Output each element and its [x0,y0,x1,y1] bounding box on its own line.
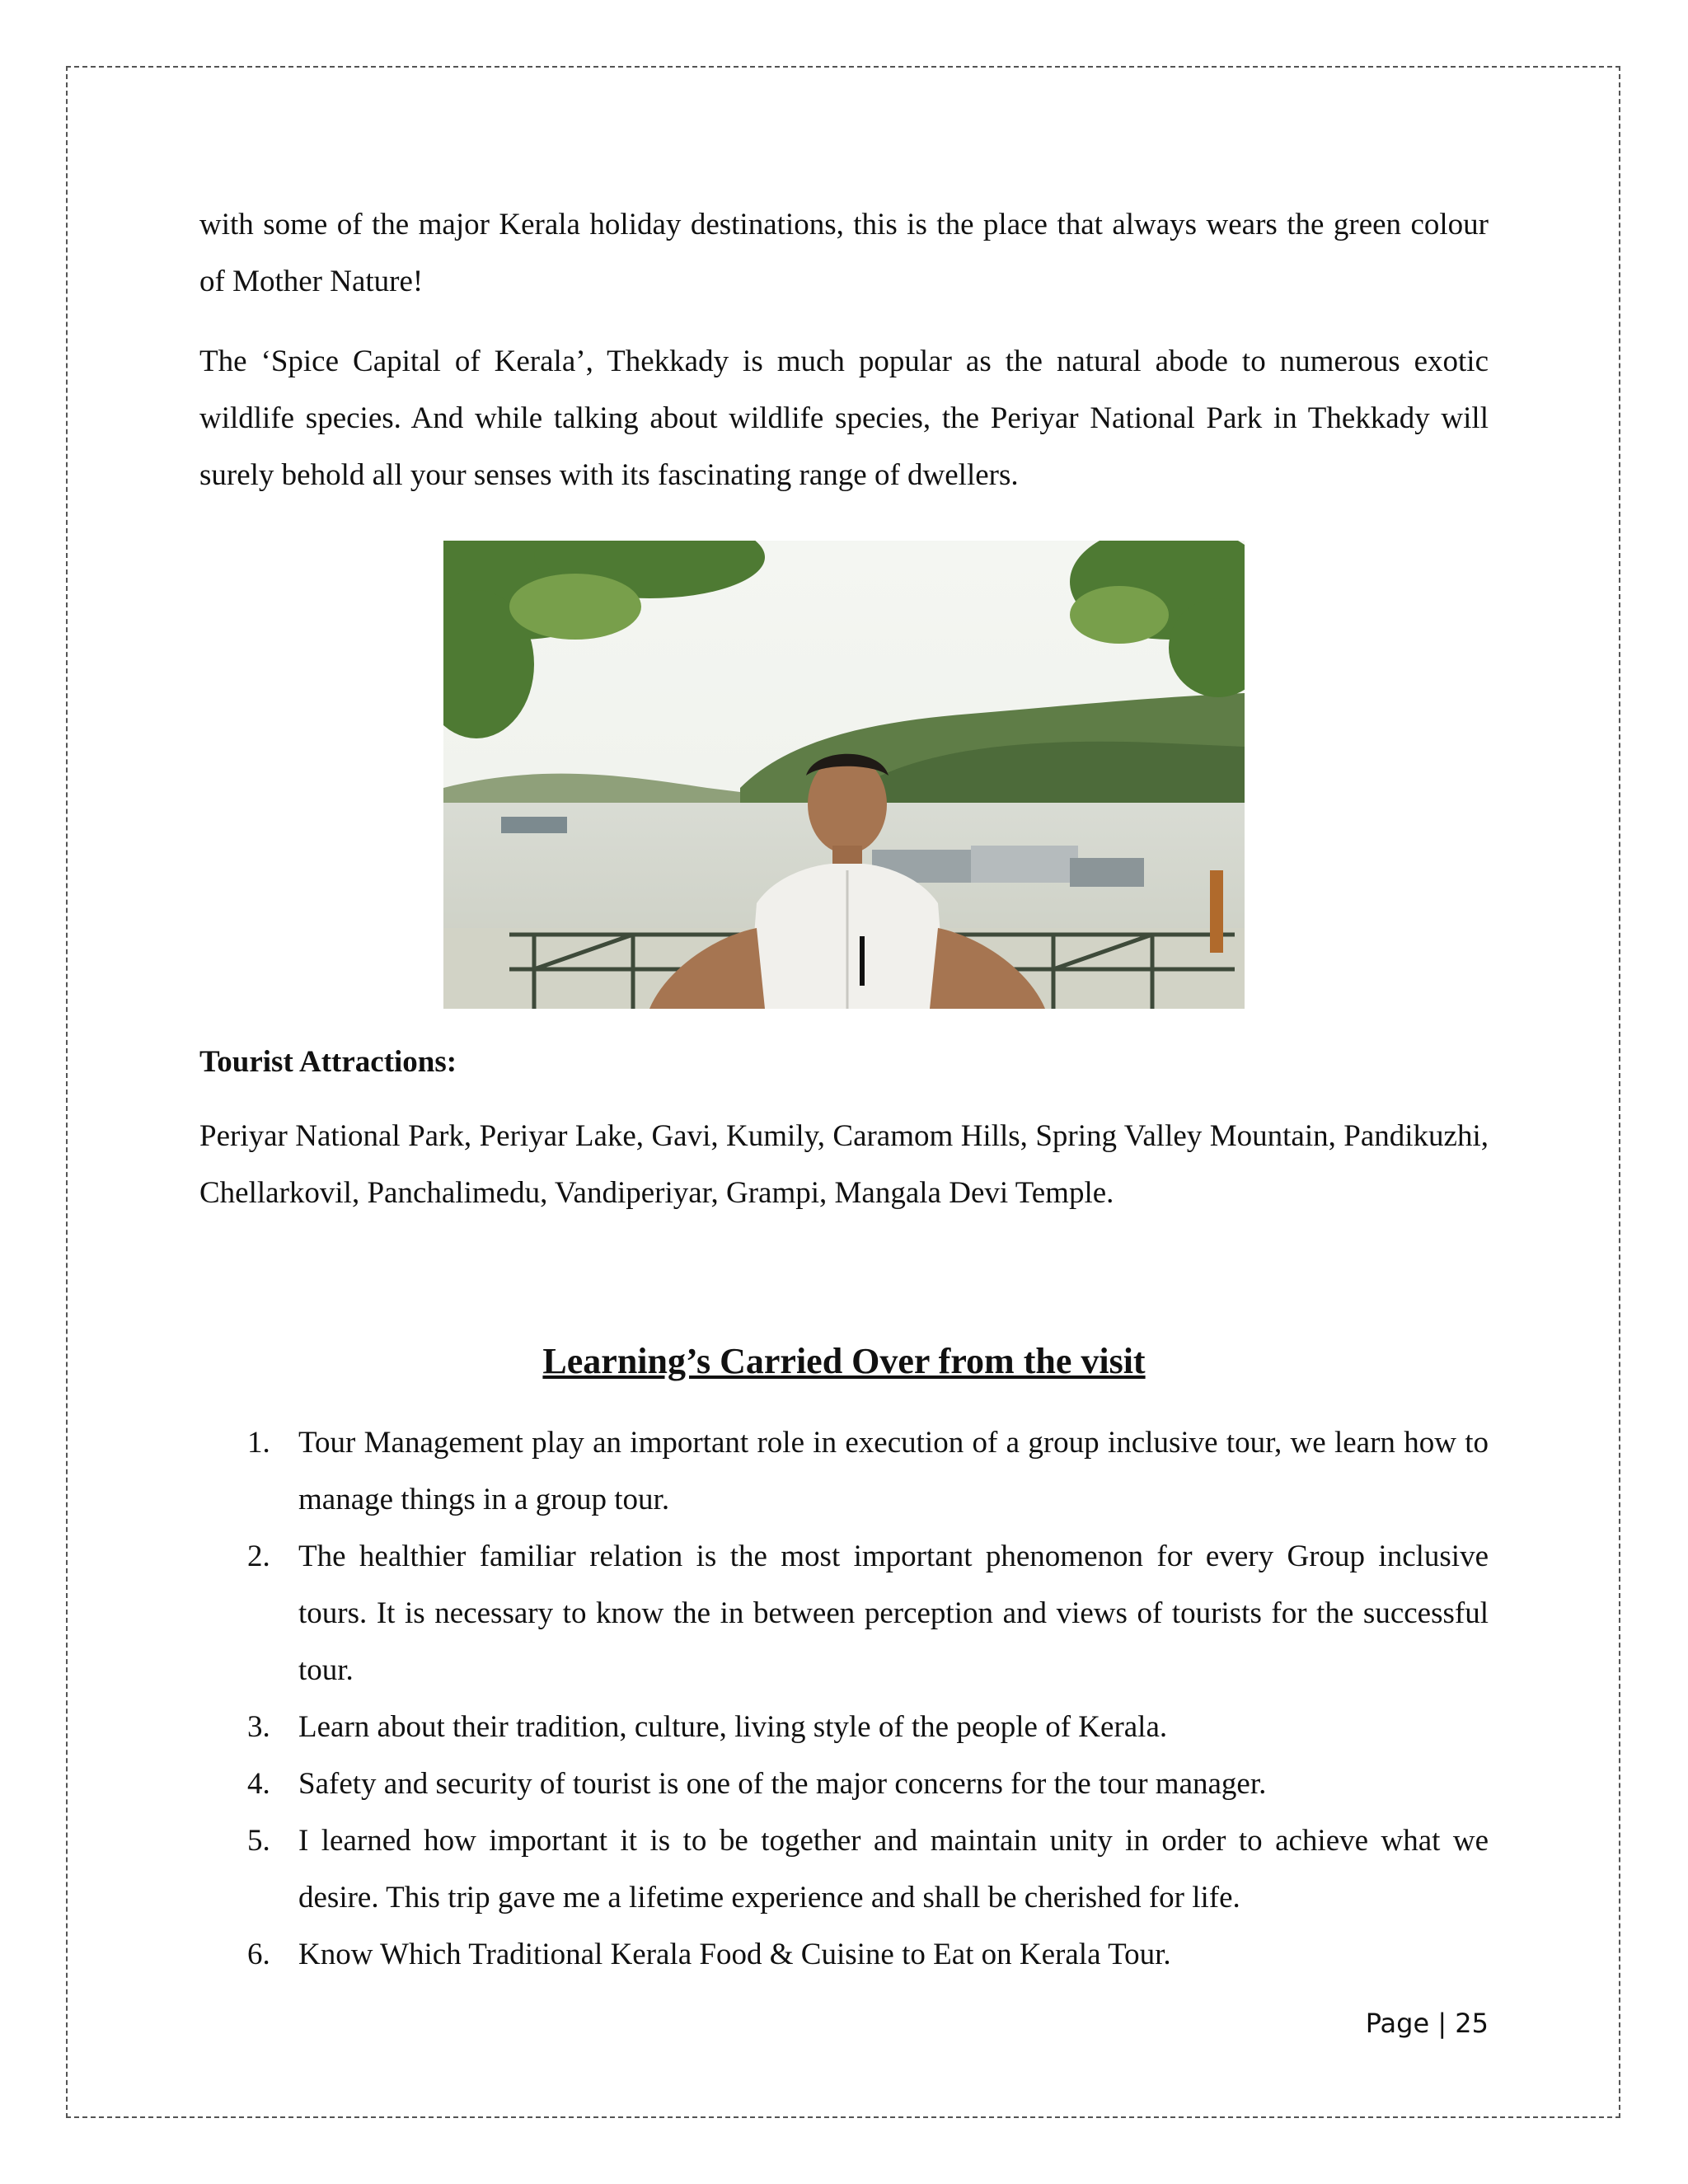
list-number: 5. [247,1824,270,1858]
list-text: Safety and security of tourist is one of the major concerns for the tour manager. [298,1767,1267,1801]
list-item [199,1926,1489,1983]
list-number: 2. [247,1540,270,1573]
attractions-list: Periyar National Park, Periyar Lake, Gavi, Kumily, Caramom Hills, Spring Valley Mountain, Pandikuzhi, Chellarkovil, Panchalimedu, Vandiperiyar, Grampi, Mangala Devi Temple. [199,1119,1489,1210]
intro-paragraph: with some of the major Kerala holiday destinations, this is the place that always wears the green colour of Mother Nature! [199,208,1489,298]
list-item [199,1699,1489,1755]
list-number: 1. [247,1426,270,1460]
list-number: 6. [247,1938,270,1971]
list-text: Tour Management play an important role in execution of a group inclusive tour, we learn how to manage things in a group tour. [298,1426,1489,1516]
list-item [199,1528,1489,1699]
lake-photo [443,541,1245,1009]
thekkady-paragraph: The ‘Spice Capital of Kerala’, Thekkady is much popular as the natural abode to numerous exotic wildlife species. And while talking about wildlife species, the Periyar National Park in Thekkady will surely behold all your senses with its fascinating range of dwellers. [199,344,1489,492]
learnings-list [199,1414,1489,1983]
list-text: Learn about their tradition, culture, living style of the people of Kerala. [298,1710,1168,1744]
learnings-heading: Learning’s Carried Over from the visit [542,1341,1146,1381]
list-text: Know Which Traditional Kerala Food & Cuisine to Eat on Kerala Tour. [298,1938,1171,1971]
list-text: The healthier familiar relation is the most important phenomenon for every Group inclusive tours. It is necessary to know the in between perception and views of tourists for the successful tour. [298,1540,1489,1687]
list-number: 3. [247,1710,270,1744]
page-content [199,196,1489,1983]
list-item [199,1414,1489,1528]
list-number: 4. [247,1767,270,1801]
attractions-label: Tourist Attractions: [199,1045,457,1079]
page-number: Page | 25 [1365,2008,1489,2039]
list-item [199,1812,1489,1926]
list-text: I learned how important it is to be together and maintain unity in order to achieve what we desire. This trip gave me a lifetime experience and shall be cherished for life. [298,1824,1489,1915]
list-item [199,1755,1489,1812]
